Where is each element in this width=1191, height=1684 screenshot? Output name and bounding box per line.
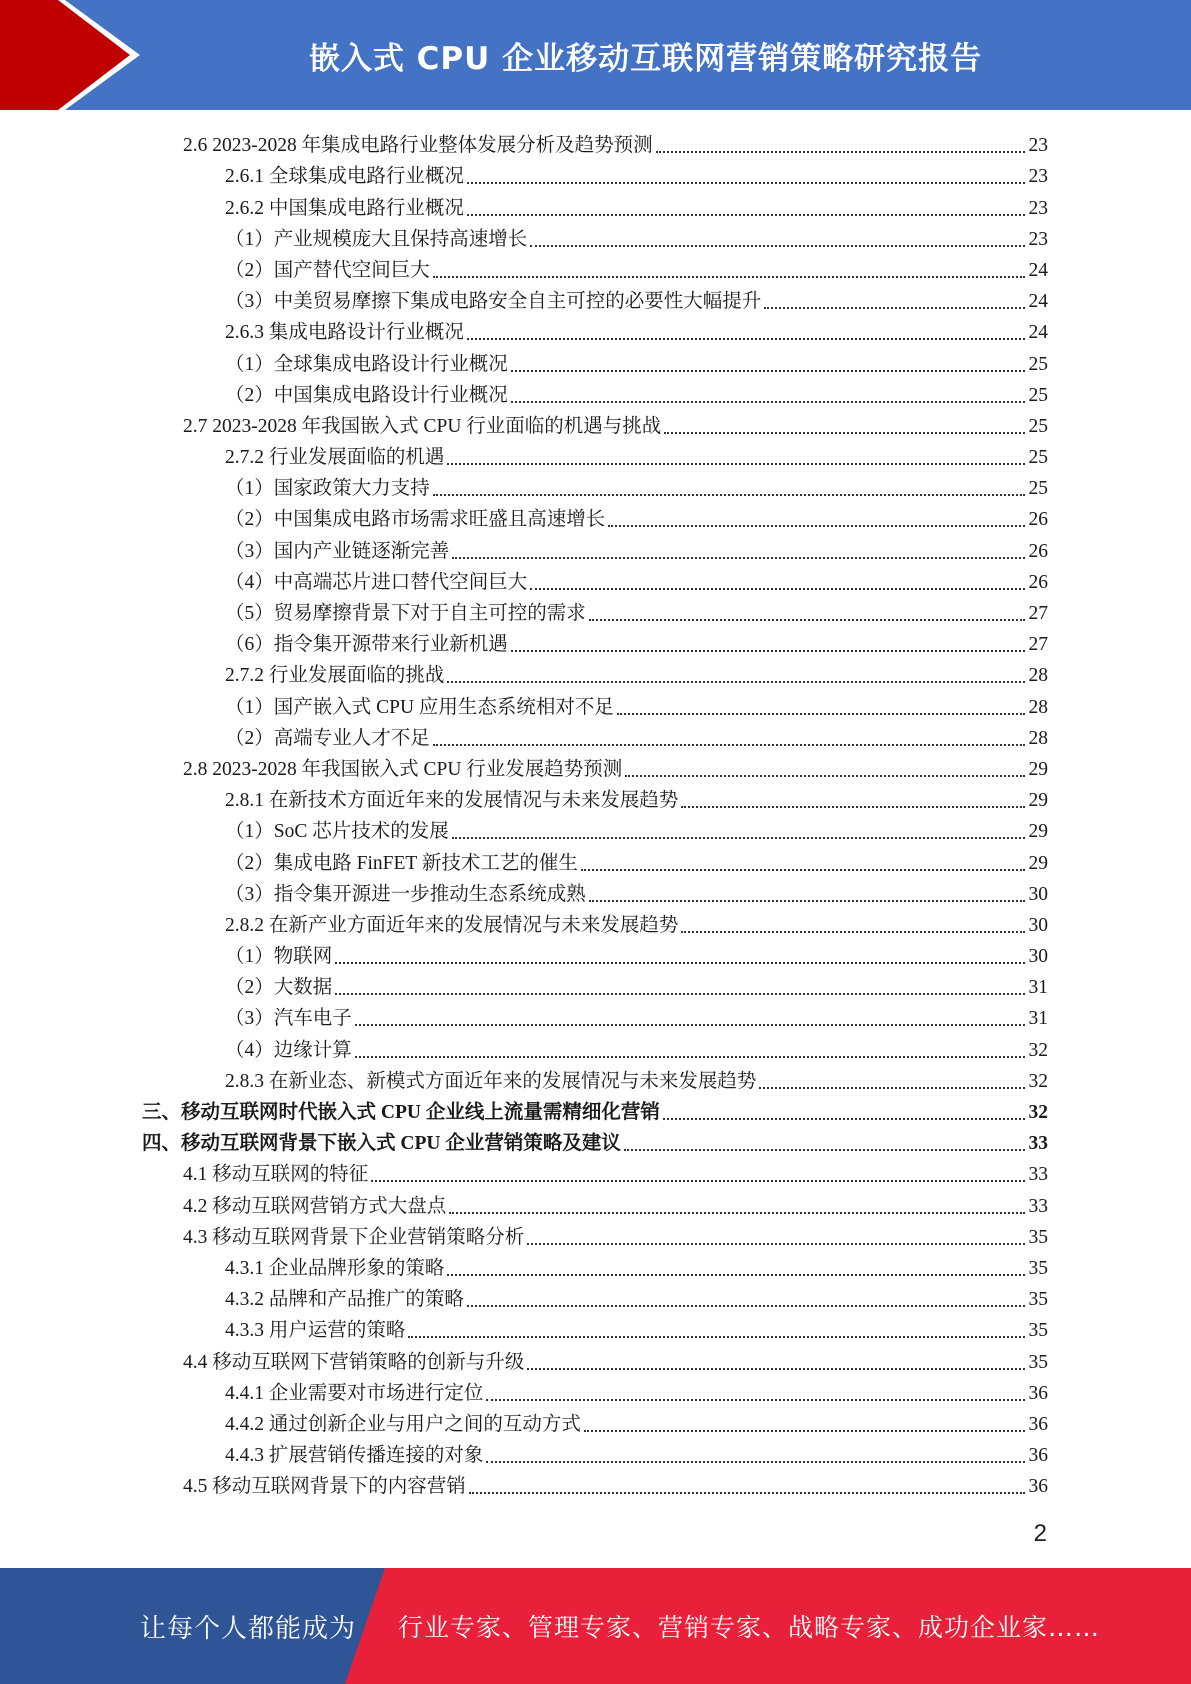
toc-dot-leader	[530, 588, 1025, 590]
toc-entry-title: （3）指令集开源进一步推动生态系统成熟	[225, 883, 586, 905]
toc-entry-title: （6）指令集开源带来行业新机遇	[225, 634, 508, 656]
toc-entry-page: 27	[1028, 603, 1048, 624]
toc-entry-page: 23	[1028, 197, 1048, 219]
toc-entry-title: （2）国产替代空间巨大	[225, 259, 430, 281]
toc-entry-title: （2）中国集成电路设计行业概况	[225, 384, 508, 406]
toc-dot-leader	[335, 962, 1025, 964]
toc-dot-leader	[681, 931, 1025, 933]
toc-dot-leader	[447, 463, 1025, 465]
toc-entry[interactable]	[0, 688, 1191, 719]
page-header	[0, 0, 1191, 110]
toc-entry-page: 35	[1028, 1351, 1048, 1373]
toc-entry-title: （3）国内产业链逐渐完善	[225, 540, 450, 562]
toc-dot-leader	[589, 900, 1025, 902]
toc-entry-page: 23	[1028, 228, 1048, 250]
toc-dot-leader	[433, 494, 1025, 496]
toc-entry[interactable]	[0, 1343, 1191, 1374]
toc-entry[interactable]	[0, 470, 1191, 501]
toc-entry[interactable]	[0, 1312, 1191, 1343]
toc-entry[interactable]	[0, 813, 1191, 844]
toc-entry-title: （1）物联网	[225, 946, 333, 968]
toc-dot-leader	[433, 276, 1025, 278]
toc-entry-page: 28	[1028, 727, 1048, 749]
toc-entry-title: （2）高端专业人才不足	[225, 727, 430, 749]
toc-entry-title: 4.4.2 通过创新企业与用户之间的互动方式	[225, 1413, 581, 1435]
toc-entry-page: 32	[1028, 1070, 1048, 1092]
toc-dot-leader	[467, 1305, 1025, 1307]
toc-dot-leader	[527, 1368, 1025, 1370]
toc-entry[interactable]	[0, 1063, 1191, 1094]
toc-entry-title: （2）集成电路 FinFET 新技术工艺的催生	[225, 852, 578, 874]
toc-entry-title: 2.6.1 全球集成电路行业概况	[225, 166, 464, 188]
toc-entry[interactable]	[0, 532, 1191, 563]
toc-entry-title: 2.8.2 在新产业方面近年来的发展情况与未来发展趋势	[225, 914, 679, 936]
toc-entry-title: 4.3.1 企业品牌形象的策略	[225, 1257, 445, 1279]
toc-dot-leader	[625, 775, 1025, 777]
toc-dot-leader	[511, 650, 1025, 652]
toc-entry[interactable]	[0, 1375, 1191, 1406]
toc-entry-page: 31	[1028, 1008, 1048, 1030]
toc-entry[interactable]	[0, 377, 1191, 408]
toc-dot-leader	[486, 1461, 1025, 1463]
toc-dot-leader	[664, 432, 1025, 434]
toc-entry-title: 2.6.3 集成电路设计行业概况	[225, 322, 464, 344]
toc-entry-page: 25	[1028, 415, 1048, 437]
toc-dot-leader	[355, 1024, 1025, 1026]
toc-entry-title: （1）国产嵌入式 CPU 应用生态系统相对不足	[225, 696, 614, 718]
toc-entry-page: 29	[1028, 852, 1048, 874]
toc-entry-page: 33	[1028, 1133, 1048, 1155]
toc-entry-page: 36	[1028, 1476, 1048, 1498]
toc-entry-page: 36	[1028, 1413, 1048, 1435]
toc-entry[interactable]	[0, 595, 1191, 626]
toc-entry-title: 4.2 移动互联网营销方式大盘点	[183, 1195, 447, 1217]
toc-entry-page: 23	[1028, 166, 1048, 188]
toc-dot-leader	[759, 1087, 1025, 1089]
toc-entry-page: 35	[1028, 1320, 1048, 1342]
toc-entry-page: 26	[1028, 540, 1048, 562]
toc-entry[interactable]	[0, 969, 1191, 1000]
toc-dot-leader	[447, 681, 1025, 683]
toc-entry[interactable]	[0, 189, 1191, 220]
toc-entry-title: 三、移动互联网时代嵌入式 CPU 企业线上流量需精细化营销	[142, 1102, 660, 1123]
toc-dot-leader	[447, 1274, 1025, 1276]
toc-entry-title: （1）产业规模庞大且保持高速增长	[225, 228, 528, 250]
toc-entry-title: （3）中美贸易摩擦下集成电路安全自主可控的必要性大幅提升	[225, 291, 762, 313]
toc-entry[interactable]	[0, 439, 1191, 470]
toc-dot-leader	[681, 806, 1025, 808]
toc-entry[interactable]	[0, 1031, 1191, 1062]
toc-dot-leader	[656, 151, 1025, 153]
toc-entry-page: 25	[1028, 478, 1048, 500]
toc-entry-title: 4.4.3 扩展营销传播连接的对象	[225, 1445, 484, 1467]
toc-entry-title: （1）SoC 芯片技术的发展	[225, 821, 449, 843]
toc-entry[interactable]	[0, 158, 1191, 189]
toc-entry[interactable]	[0, 1250, 1191, 1281]
toc-entry-title: 4.3.3 用户运营的策略	[225, 1320, 406, 1342]
toc-entry[interactable]	[0, 564, 1191, 595]
toc-dot-leader	[469, 1492, 1025, 1494]
toc-dot-leader	[452, 837, 1025, 839]
toc-entry-title: 2.7 2023-2028 年我国嵌入式 CPU 行业面临的机遇与挑战	[183, 415, 662, 437]
toc-entry-page: 36	[1028, 1445, 1048, 1467]
toc-entry-title: 四、移动互联网背景下嵌入式 CPU 企业营销策略及建议	[142, 1133, 621, 1155]
toc-entry[interactable]	[0, 314, 1191, 345]
toc-dot-leader	[624, 1149, 1025, 1151]
toc-entry-page: 25	[1028, 447, 1048, 469]
toc-entry-title: （1）全球集成电路设计行业概况	[225, 353, 508, 375]
toc-entry[interactable]	[0, 345, 1191, 376]
toc-entry-title: 2.8.3 在新业态、新模式方面近年来的发展情况与未来发展趋势	[225, 1070, 757, 1092]
toc-entry-title: 2.6.2 中国集成电路行业概况	[225, 197, 464, 219]
toc-entry-page: 24	[1028, 259, 1048, 281]
toc-entry[interactable]	[0, 252, 1191, 283]
toc-dot-leader	[467, 338, 1025, 340]
toc-dot-leader	[449, 1212, 1025, 1214]
toc-entry[interactable]	[0, 720, 1191, 751]
toc-entry[interactable]	[0, 907, 1191, 938]
toc-dot-leader	[408, 1336, 1025, 1338]
toc-entry-page: 31	[1028, 977, 1048, 999]
toc-dot-leader	[511, 401, 1025, 403]
header-arrow-decoration	[0, 0, 160, 110]
toc-dot-leader	[663, 1118, 1025, 1120]
toc-entry-page: 25	[1028, 384, 1048, 406]
toc-dot-leader	[530, 245, 1025, 247]
toc-entry[interactable]	[0, 283, 1191, 314]
toc-entry[interactable]	[0, 1156, 1191, 1187]
toc-entry-title: （4）边缘计算	[225, 1039, 352, 1061]
toc-entry-title: 2.6 2023-2028 年集成电路行业整体发展分析及趋势预测	[183, 135, 653, 157]
toc-entry-title: 2.8.1 在新技术方面近年来的发展情况与未来发展趋势	[225, 790, 679, 812]
table-of-contents	[0, 127, 1191, 1499]
toc-entry[interactable]	[0, 751, 1191, 782]
toc-entry[interactable]	[0, 938, 1191, 969]
toc-entry[interactable]	[0, 127, 1191, 158]
toc-entry-title: 4.4 移动互联网下营销策略的创新与升级	[183, 1351, 525, 1373]
toc-entry-title: （2）大数据	[225, 977, 333, 999]
toc-dot-leader	[433, 744, 1025, 746]
toc-dot-leader	[617, 713, 1025, 715]
toc-entry-title: 2.7.2 行业发展面临的机遇	[225, 447, 445, 469]
toc-entry-title: （4）中高端芯片进口替代空间巨大	[225, 571, 528, 593]
toc-entry-title: 4.3.2 品牌和产品推广的策略	[225, 1289, 464, 1311]
toc-dot-leader	[486, 1399, 1025, 1401]
toc-entry-title: 4.5 移动互联网背景下的内容营销	[183, 1476, 466, 1498]
toc-entry-page: 24	[1028, 322, 1048, 344]
toc-entry-page: 30	[1028, 946, 1048, 968]
toc-entry-page: 29	[1028, 821, 1048, 843]
toc-entry-page: 36	[1028, 1382, 1048, 1404]
toc-dot-leader	[608, 525, 1025, 527]
toc-entry-page: 30	[1028, 914, 1048, 936]
toc-entry[interactable]	[0, 1219, 1191, 1250]
page-footer	[0, 1568, 1191, 1684]
toc-entry-title: 4.3 移动互联网背景下企业营销策略分析	[183, 1226, 525, 1248]
toc-entry-page: 25	[1028, 353, 1048, 375]
toc-entry[interactable]	[0, 657, 1191, 688]
toc-entry-page: 24	[1028, 291, 1048, 313]
toc-dot-leader	[467, 182, 1025, 184]
toc-entry[interactable]	[0, 1000, 1191, 1031]
toc-entry-title: （5）贸易摩擦背景下对于自主可控的需求	[225, 603, 586, 624]
toc-entry[interactable]	[0, 1094, 1191, 1125]
toc-entry-title: （2）中国集成电路市场需求旺盛且高速增长	[225, 509, 606, 531]
toc-dot-leader	[371, 1180, 1025, 1182]
toc-entry-page: 33	[1028, 1164, 1048, 1186]
toc-entry-page: 28	[1028, 665, 1048, 687]
toc-entry-page: 27	[1028, 634, 1048, 656]
toc-entry[interactable]	[0, 408, 1191, 439]
toc-entry-page: 26	[1028, 509, 1048, 531]
toc-entry[interactable]	[0, 1281, 1191, 1312]
footer-slogan-right: 行业专家、管理专家、营销专家、战略专家、成功企业家……	[398, 1613, 1101, 1642]
toc-entry-page: 29	[1028, 790, 1048, 812]
toc-entry[interactable]	[0, 221, 1191, 252]
toc-dot-leader	[452, 557, 1025, 559]
toc-entry[interactable]	[0, 1437, 1191, 1468]
toc-entry-title: 4.4.1 企业需要对市场进行定位	[225, 1382, 484, 1404]
toc-entry-title: 2.8 2023-2028 年我国嵌入式 CPU 行业发展趋势预测	[183, 758, 623, 780]
toc-entry-page: 33	[1028, 1195, 1048, 1217]
toc-entry[interactable]	[0, 1468, 1191, 1499]
toc-entry-page: 32	[1028, 1102, 1048, 1123]
toc-entry[interactable]	[0, 782, 1191, 813]
toc-entry-page: 23	[1028, 135, 1048, 157]
document-title: 嵌入式 CPU 企业移动互联网营销策略研究报告	[308, 40, 983, 77]
toc-entry[interactable]	[0, 1187, 1191, 1218]
toc-dot-leader	[527, 1243, 1025, 1245]
page-number: 2	[1033, 1520, 1047, 1547]
toc-dot-leader	[511, 370, 1025, 372]
footer-slogan-left: 让每个人都能成为	[140, 1613, 357, 1644]
toc-entry-page: 35	[1028, 1289, 1048, 1311]
toc-entry-title: 2.7.2 行业发展面临的挑战	[225, 665, 445, 687]
toc-entry-title: 4.1 移动互联网的特征	[183, 1164, 369, 1186]
toc-entry-page: 35	[1028, 1226, 1048, 1248]
toc-dot-leader	[335, 993, 1025, 995]
toc-entry-page: 29	[1028, 758, 1048, 780]
toc-entry[interactable]	[0, 1125, 1191, 1156]
toc-dot-leader	[467, 214, 1025, 216]
toc-dot-leader	[581, 869, 1025, 871]
toc-entry[interactable]	[0, 844, 1191, 875]
toc-entry-title: （3）汽车电子	[225, 1008, 352, 1030]
toc-entry[interactable]	[0, 501, 1191, 532]
toc-entry-page: 35	[1028, 1257, 1048, 1279]
toc-entry-page: 30	[1028, 883, 1048, 905]
toc-dot-leader	[589, 619, 1025, 621]
toc-entry[interactable]	[0, 626, 1191, 657]
toc-dot-leader	[764, 307, 1025, 309]
toc-entry[interactable]	[0, 876, 1191, 907]
toc-dot-leader	[584, 1430, 1025, 1432]
toc-entry-page: 28	[1028, 696, 1048, 718]
toc-entry-page: 26	[1028, 571, 1048, 593]
toc-entry[interactable]	[0, 1406, 1191, 1437]
toc-entry-page: 32	[1028, 1039, 1048, 1061]
toc-dot-leader	[355, 1056, 1025, 1058]
toc-entry-title: （1）国家政策大力支持	[225, 478, 430, 500]
